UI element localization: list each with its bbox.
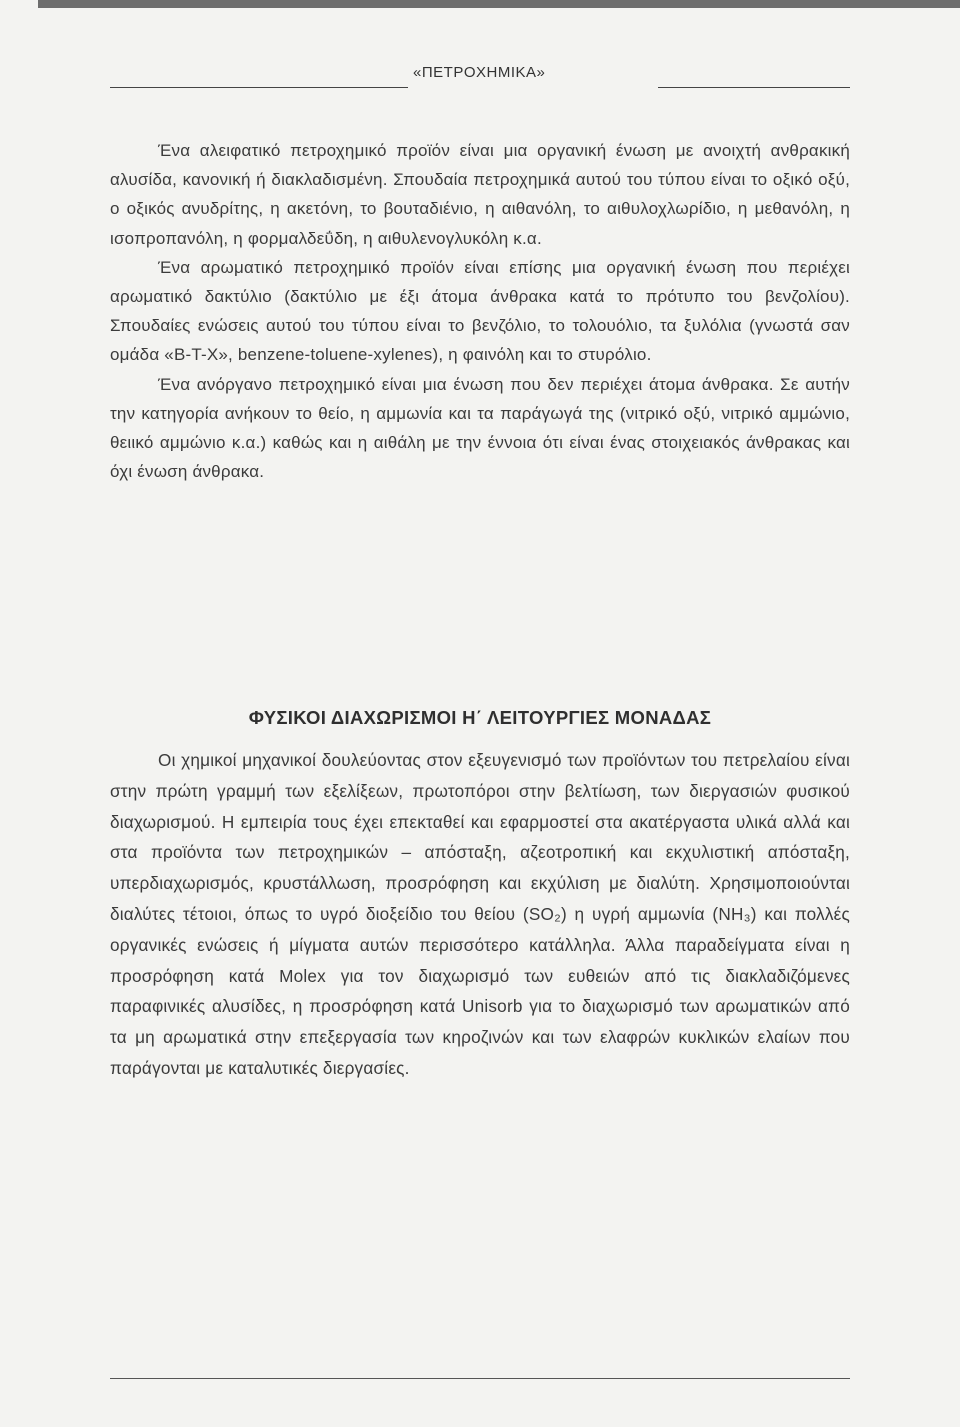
scan-top-edge xyxy=(38,0,960,8)
section-heading: ΦΥΣΙΚΟΙ ΔΙΑΧΩΡΙΣΜΟΙ Η΄ ΛΕΙΤΟΥΡΓΙΕΣ ΜΟΝΑΔΑΣ xyxy=(248,707,712,728)
intro-text xyxy=(110,136,850,486)
running-header-title: «ΠΕΤΡΟΧΗΜΙΚΑ» xyxy=(413,64,546,81)
paragraph-aromatic: Ένα αρωματικό πετροχημικό προϊόν είναι επίσης μια οργανική ένωση που περιέχει αρωματικό δακτύλιο (δακτύλιο με έξι άτομα άνθρακα κατά το πρότυπο του βενζολίου). Σπουδαίες ενώσεις αυτού του τύπου είναι το βενζόλιο, το τολουόλιο, τα ξυλόλια (γνωστά σαν ομάδα «B-T-X», benzene-toluene-xylenes), η φαινόλη και το στυρόλιο. xyxy=(110,257,850,365)
header-rule-left xyxy=(110,87,408,88)
header-rule-right xyxy=(658,87,850,88)
running-header xyxy=(110,62,850,92)
paragraph-aliphatic: Ένα αλειφατικό πετροχημικό προϊόν είναι μια οργανική ένωση με ανοιχτή ανθρακική αλυσίδα, κανονική ή διακλαδισμένη. Σπουδαία πετροχημικά αυτού του τύπου είναι το οξικό οξύ, ο οξικός ανυδρίτης, η ακετόνη, το βουταδιένιο, η αιθανόλη, το αιθυλοχλωρίδιο, η μεθανόλη, η ισοπροπανόλη, η φορμαλδεΰδη, η αιθυλενογλυκόλη κ.α. xyxy=(110,141,850,248)
section-text xyxy=(110,745,850,1084)
footer-rule xyxy=(110,1378,850,1379)
paragraph-separations: Οι χημικοί μηχανικοί δουλεύοντας στον εξευγενισμό των προϊόντων του πετρελαίου είναι στην πρώτη γραμμή των εξελίξεων, πρωτοπόροι στην βελτίωση, των διεργασιών φυσικού διαχωρισμού. Η εμπειρία τους έχει επεκταθεί και εφαρμοστεί στα ακατέργαστα υλικά αλλά και στα προϊόντα των πετροχημικών – απόσταξη, αζεοτροπική και εκχυλιστική απόσταξη, υπερδιαχωρισμός, κρυστάλλωση, προσρόφηση και εκχύλιση με διαλύτη. Χρησιμοποιούνται διαλύτες τέτοιοι, όπως το υγρό διοξείδιο του θείου (SO₂) η υγρή αμμωνία (NH₃) και πολλές οργανικές ενώσεις ή μίγματα αυτών περισσότερο κατάλληλα. Άλλα παραδείγματα είναι η προσρόφηση κατά Molex για τον διαχωρισμό των ευθειών από τις διακλαδιζόμενες παραφινικές αλυσίδες, η προσρόφηση κατά Unisorb για το διαχωρισμό των αρωματικών από τα μη αρωματικά στην επεξεργασία των κηροζινών και των ελαφρών κυκλικών ελαίων που παράγονται με καταλυτικές διεργασίες. xyxy=(110,750,850,1078)
paragraph-inorganic: Ένα ανόργανο πετροχημικό είναι μια ένωση που δεν περιέχει άτομα άνθρακα. Σε αυτήν την κατηγορία ανήκουν το θείο, η αμμωνία και τα παράγωγά της (νιτρικό οξύ, νιτρικό αμμώνιο, θειικό αμμώνιο κ.α.) καθώς και η αιθάλη με την έννοια ότι είναι ένας στοιχειακός άνθρακας και όχι ένωση άνθρακα. xyxy=(110,374,850,482)
